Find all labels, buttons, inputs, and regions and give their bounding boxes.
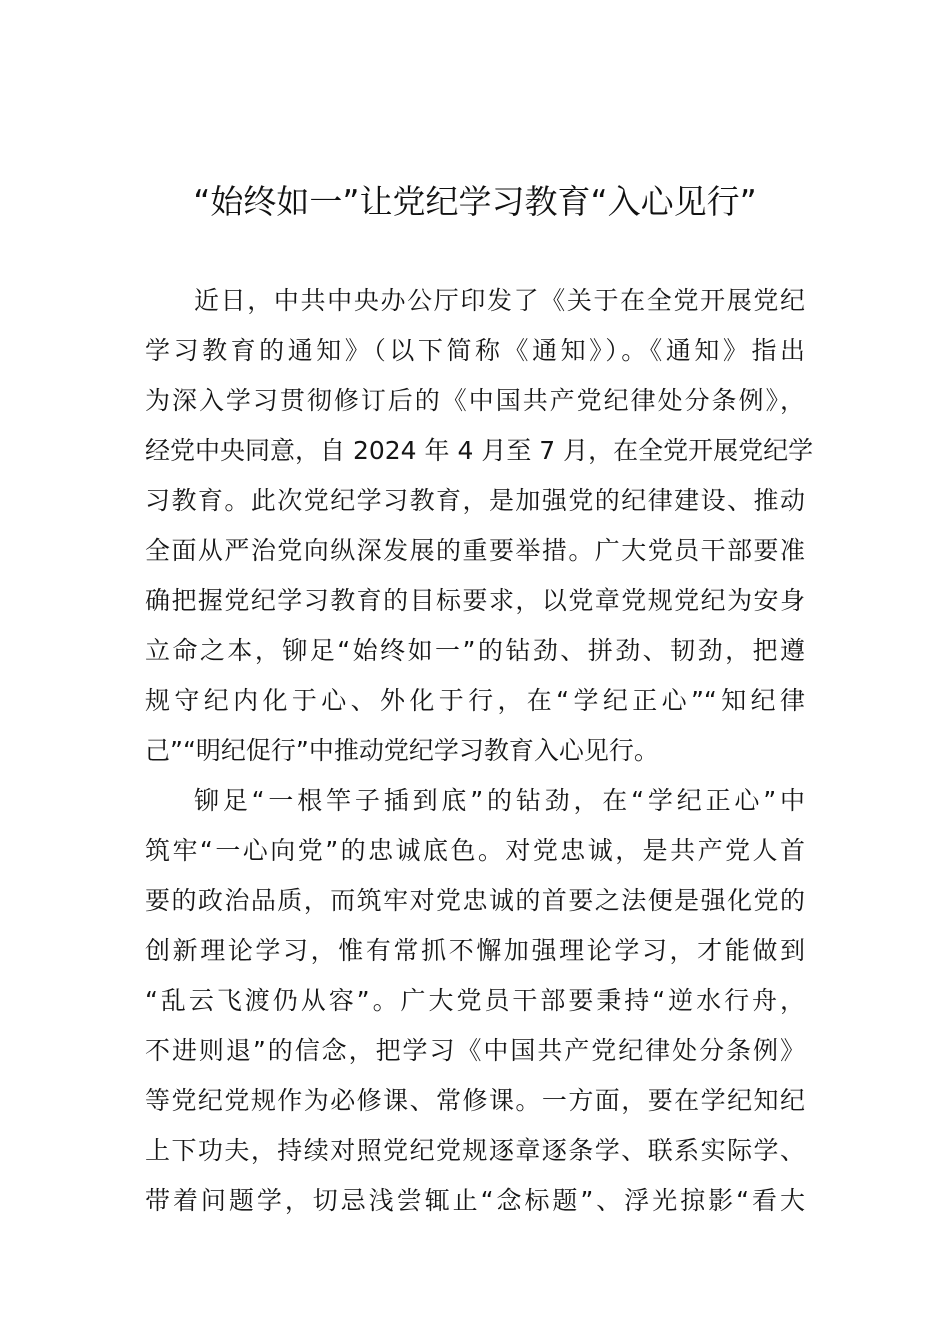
paragraph-line: 不进则退”的信念，把学习《中国共产党纪律处分条例》 <box>145 1036 805 1065</box>
paragraph-line: 上下功夫，持续对照党纪党规逐章逐条学、联系实际学、 <box>145 1136 805 1165</box>
paragraph-line: 立命之本，铆足“始终如一”的钻劲、拼劲、韧劲，把遵 <box>145 636 805 665</box>
paragraph-line: “乱云飞渡仍从容”。广大党员干部要秉持“逆水行舟， <box>145 986 805 1015</box>
paragraph-line: 要的政治品质，而筑牢对党忠诚的首要之法便是强化党的 <box>145 886 805 915</box>
document-title: “始终如一”让党纪学习教育“入心见行” <box>193 182 757 221</box>
paragraph-line: 确把握党纪学习教育的目标要求，以党章党规党纪为安身 <box>145 586 805 615</box>
paragraph-line: 全面从严治党向纵深发展的重要举措。广大党员干部要准 <box>145 536 805 565</box>
paragraph-line: 筑牢“一心向党”的忠诚底色。对党忠诚，是共产党人首 <box>145 836 805 865</box>
paragraph-line: 习教育。此次党纪学习教育，是加强党的纪律建设、推动 <box>145 486 805 515</box>
paragraph-line: 近日，中共中央办公厅印发了《关于在全党开展党纪 <box>194 286 805 315</box>
paragraph-line: 创新理论学习，惟有常抓不懈加强理论学习，才能做到 <box>145 936 805 965</box>
paragraph-line: 等党纪党规作为必修课、常修课。一方面，要在学纪知纪 <box>145 1086 805 1115</box>
paragraph-line: 规守纪内化于心、外化于行，在“学纪正心”“知纪律 <box>145 686 805 715</box>
paragraph-line: 带着问题学，切忌浅尝辄止“念标题”、浮光掠影“看大 <box>145 1186 805 1215</box>
paragraph-line: 铆足“一根竿子插到底”的钻劲，在“学纪正心”中 <box>194 786 805 815</box>
paragraph-line: 为深入学习贯彻修订后的《中国共产党纪律处分条例》， <box>145 386 805 415</box>
paragraph-line: 己”“明纪促行”中推动党纪学习教育入心见行。 <box>145 736 659 765</box>
paragraph-line: 学习教育的通知》（以下简称《通知》）。《通知》指出 <box>145 336 805 365</box>
paragraph-line: 经党中央同意，自 2024 年 4 月至 7 月，在全党开展党纪学 <box>145 436 814 465</box>
